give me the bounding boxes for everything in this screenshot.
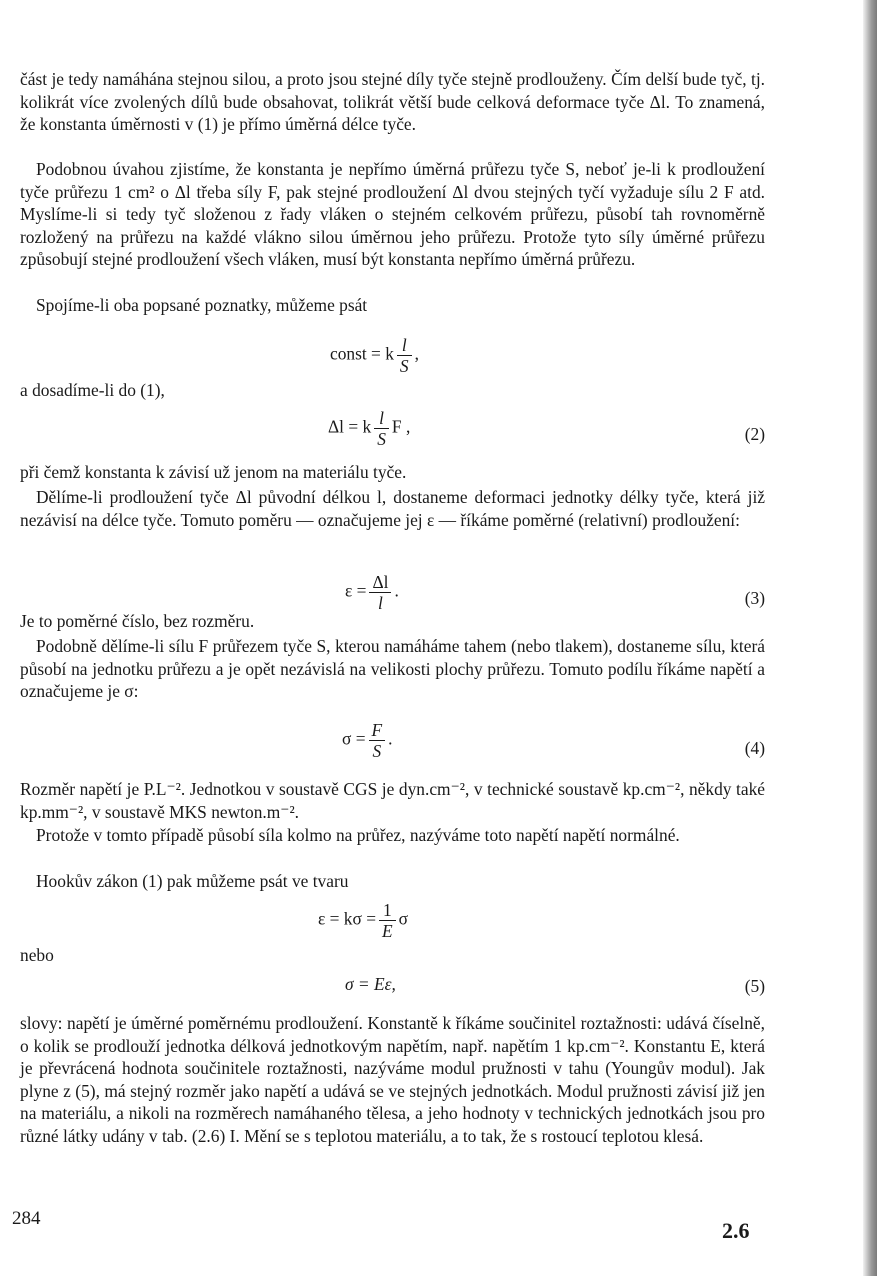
paragraph-6: Dělíme-li prodloužení tyče Δl původní délkou l, dostaneme deformaci jednotky délky tyče, která již nezávisí na délce tyče. Tomuto poměru — označujeme jej ε — říkáme poměrné (relativní) prodloužení: [20,487,765,530]
equation-const: const = k $\frac{l}{S}$ , [330,335,419,376]
paragraph-5: při čemž konstanta k závisí už jenom na materiálu tyče. [20,462,407,482]
section-number: 2.6 [722,1218,750,1243]
paragraph-4: a dosadíme-li do (1), [20,380,165,400]
paragraph-8: Podobně dělíme-li sílu F průřezem tyče S, kterou namáháme tahem (nebo tlakem), dostaneme sílu, která působí na jednotku průřezu a je opět nezávislá na velikosti plochy průřezu. Tomuto podílu říkáme napětí a označujeme je σ: [20,636,765,702]
paragraph-2: Podobnou úvahou zjistíme, že konstanta je nepřímo úměrná průřezu tyče S, neboť je-li k prodloužení tyče průřezu 1 cm² o Δl třeba síly F, pak stejné prodloužení Δl dvou stejných tyčí vyžaduje sílu 2 F atd. Myslíme-li si tedy tyč složenou z řady vláken o stejném celkovém průřezu, působí tah rovnoměrně rozložený na průřezu na každé vlákno silou úměrnou jeho průřezu. Protože tyto síly úměrné průřezu způsobují stejné prodloužení všech vláken, musí být konstanta nepřímo úměrná průřezu. [20,159,765,270]
equation-number-4: (4) [744,738,765,758]
paragraph-11: Hookův zákon (1) pak můžeme psát ve tvaru [36,871,349,891]
equation-2: Δl = k $\frac{l}{S}$ F , [328,408,411,449]
equation-number-2: (2) [744,424,765,444]
page-edge-shadow [863,0,877,1276]
equation-3: ε = $\frac{\Delta l}{l}$ . [345,572,399,613]
equation-5: σ = Eε, [345,974,396,994]
paragraph-12: nebo [20,945,54,965]
equation-number-3: (3) [744,588,765,608]
equation-hooke: ε = kσ = $\frac{1}{E}$ σ [318,900,409,941]
page-number: 284 [12,1208,41,1229]
paragraph-13: slovy: napětí je úměrné poměrnému prodloužení. Konstantě k říkáme součinitel roztažnosti: udává číselně, o kolik se prodlouží jednotka délková jednotkovým napětím, např. napětím 1 kp.cm⁻². Konstantu E, která je převrácená hodnota součinitele roztažnosti, nazýváme modul pružnosti v tahu (Youngův modul). Jak plyne z (5), má stejný rozměr jako napětí a udává se ve stejných jednotkách. Modul pružnosti závisí již jen na materiálu, a nikoli na rozměrech namáhaného tělesa, a jeho hodnoty v technických jednotkách jsou pro různé látky udány v tab. (2.6) I. Mění se s teplotou materiálu, a to tak, že s rostoucí teplotou klesá. [20,1013,765,1146]
paragraph-9: Rozměr napětí je P.L⁻². Jednotkou v soustavě CGS je dyn.cm⁻², v technické soustavě kp.cm⁻², někdy také kp.mm⁻², v soustavě MKS newton.m⁻². [20,779,765,822]
paragraph-1: část je tedy namáhána stejnou silou, a proto jsou stejné díly tyče stejně prodlouženy. Čím delší bude tyč, tj. kolikrát více zvolených dílů bude obsahovat, tolikrát větší bude celková deformace tyče Δl. To znamená, že konstanta úměrnosti v (1) je přímo úměrná délce tyče. [20,69,765,135]
paragraph-3: Spojíme-li oba popsané poznatky, můžeme psát [36,295,368,315]
equation-4: σ = $\frac{F}{S}$ . [342,720,393,761]
equation-number-5: (5) [744,976,765,996]
paragraph-7: Je to poměrné číslo, bez rozměru. [20,611,255,631]
paragraph-10: Protože v tomto případě působí síla kolmo na průřez, nazýváme toto napětí napětí normálné. [36,825,680,845]
